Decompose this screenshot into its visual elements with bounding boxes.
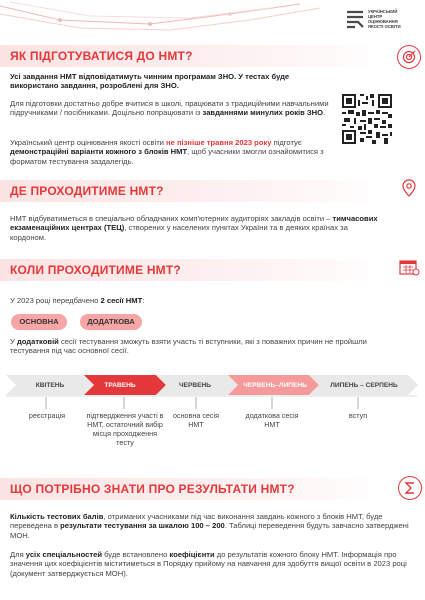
pill-main-session: ОСНОВНА bbox=[11, 314, 67, 330]
logo-mark-icon bbox=[346, 9, 364, 31]
section-header-results bbox=[0, 478, 425, 500]
qr-code[interactable] bbox=[342, 94, 392, 144]
section1-paragraph-2: Для підготовки достатньо добре вчитися в школі, працювати з традиційними навчальними підручниками / посібниками. Доцільно попрацювати із завданнями минулих років ЗНО. bbox=[10, 99, 329, 118]
timeline-month-may: ТРАВЕНЬ bbox=[104, 382, 136, 389]
timeline-month-june: ЧЕРВЕНЬ bbox=[178, 382, 212, 389]
timeline-label-may: підтвердження участі в НМТ, остаточний вибір місця проходження тесту bbox=[86, 411, 164, 447]
sigma-icon bbox=[398, 476, 422, 500]
section2-paragraph: НМТ відбуватиметься в спеціально обладнаних комп'ютерних аудиторіях закладів освіти – тимчасових екзаменаційних центрах (ТЕЦ), створених у населених пунктах України та в деяких країнах за кордоном. bbox=[10, 214, 378, 242]
section3-paragraph: У додатковій сесії тестування зможуть взяти участь ті вступники, які з поважних причин не пройшли тестування під час основної сесії. bbox=[10, 337, 367, 356]
section-title: ЯК ПІДГОТУВАТИСЯ ДО НМТ? bbox=[10, 49, 193, 63]
timeline-month-july-august: ЛИПЕНЬ – СЕРПЕНЬ bbox=[330, 382, 398, 389]
timeline-connectors bbox=[6, 397, 419, 411]
timeline-label-june: основна сесія НМТ bbox=[172, 411, 219, 429]
section-header-preparation bbox=[0, 45, 425, 67]
calendar-icon bbox=[398, 256, 420, 278]
timeline-month-june-july: ЧЕРВЕНЬ–ЛИПЕНЬ bbox=[243, 382, 307, 389]
section-header-location bbox=[0, 180, 425, 202]
section-title: КОЛИ ПРОХОДИТИМЕ НМТ? bbox=[10, 263, 181, 277]
ucoz-logo bbox=[346, 7, 418, 35]
logo-text: УКРАЇНСЬКИЙ ЦЕНТР ОЦІНЮВАННЯ ЯКОСТІ ОСВІТИ bbox=[368, 9, 401, 29]
section-title: ЩО ПОТРІБНО ЗНАТИ ПРО РЕЗУЛЬТАТИ НМТ? bbox=[10, 482, 295, 496]
section4-paragraph-1: Кількість тестових балів, отриманих учасниками під час виконання завдань кожного з блоків НМТ, буде переведена в результати тестування за шкалою 100 – 200. Таблиці переведення будуть завчасно затверджені МОН. bbox=[10, 512, 409, 540]
section1-paragraph-1: Усі завдання НМТ відповідатимуть чинним програмам ЗНО. У тестах буде використано завдання, розроблені для ЗНО. bbox=[10, 72, 290, 91]
section3-intro: У 2023 році передбачено 2 сесії НМТ: bbox=[10, 296, 145, 305]
location-pin-icon bbox=[398, 177, 420, 199]
target-icon bbox=[397, 45, 421, 69]
section-header-schedule bbox=[0, 259, 425, 281]
section-title: ДЕ ПРОХОДИТИМЕ НМТ? bbox=[10, 184, 164, 198]
timeline-label-june-july: додаткова сесія НМТ bbox=[245, 411, 299, 429]
section4-paragraph-2: Для усіх спеціальностей буде встановлено коефіцієнти до результатів кожного блоку НМТ. Інформація про значення цих коефіцієнтів міститиметься в Порядку прийому на навчання для здобуття вищої освіти в 2023 році (документ затверджується МОН). bbox=[10, 550, 407, 578]
timeline-label-july-august: вступ bbox=[348, 411, 368, 420]
section1-paragraph-3: Український центр оцінювання якості освіти не пізніше травня 2023 року підготує демонстраційні варіанти кожного з блоків НМТ, щоб учасники змогли ознайомитися з форматом тестування заздалегідь. bbox=[10, 138, 324, 166]
timeline-label-april: реєстрація bbox=[28, 411, 66, 420]
timeline-month-april: КВІТЕНЬ bbox=[35, 382, 65, 389]
pill-additional-session: ДОДАТКОВА bbox=[80, 314, 142, 330]
